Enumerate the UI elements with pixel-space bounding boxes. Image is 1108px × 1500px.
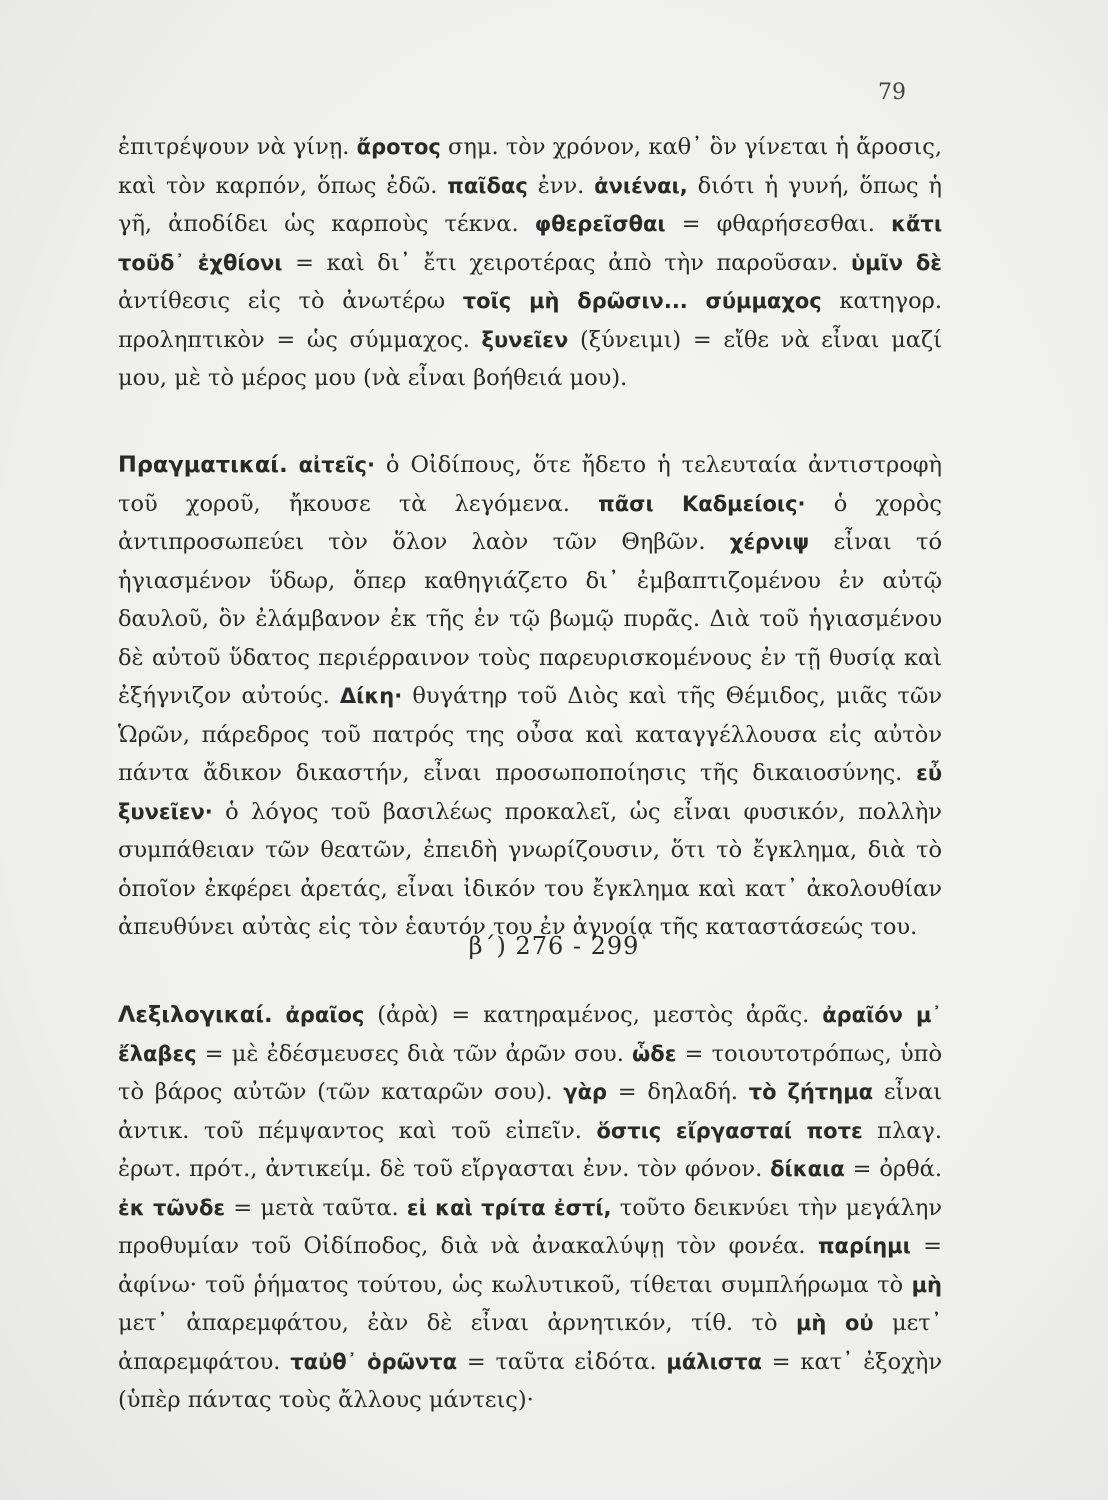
lemma-term: τὸ ζήτημα (748, 1080, 874, 1104)
section-title: Λεξιλογικαί. (118, 1002, 273, 1028)
lemma-term: ὑμῖν δὲ (850, 250, 942, 275)
lemma-term: ξυνεῖεν (481, 327, 569, 352)
lemma-term: ὧδε (632, 1041, 677, 1066)
paragraph-text: ἐπιτρέψουν νὰ γίνῃ. ἄροτος σημ. τὸν χρόνον, καθ᾽ ὃν γίνεται ἡ ἄροσις, καὶ τὸν καρπόν, ὅπως ἐδῶ. παῖδας ἐνν. ἀνιέναι, διότι ἡ γυνή, ὅπως ἡ γῆ, ἀποδίδει ὡς καρποὺς τέκνα. φθερεῖσθαι = φθαρήσεσθαι. κἄτι τοῦδ᾽ ἐχθίονι = καὶ δι᾽ ἔτι χειροτέρας ἀπὸ τὴν παροῦσαν. ὑμῖν δὲ ἀντίθεσις εἰς τὸ ἀνωτέρω τοῖς μὴ δρῶσιν... σύμμαχος κατηγορ. προληπτικὸν = ὡς σύμμαχος. ξυνεῖεν (ξύνειμι) = εἴθε νὰ εἶναι μαζί μου, μὲ τὸ μέρος μου (νὰ εἶναι βοήθειά μου). (118, 134, 943, 391)
lemma-term: πᾶσι Καδμείοις· (598, 491, 806, 516)
lemma-term: ἐκ τῶνδε (118, 1195, 226, 1220)
lemma-term: χέρνιψ (729, 530, 810, 554)
paragraph-pragmatikai (118, 446, 942, 947)
section-title: Πραγματικαί. (118, 452, 288, 478)
section-heading: β΄) 276 - 299 (468, 932, 640, 960)
lemma-term: ἀνιέναι, (594, 173, 688, 198)
lemma-term: ὅστις εἴργασταί ποτε (596, 1118, 863, 1143)
lemma-term: μάλιστα (666, 1349, 762, 1374)
lemma-term: παῖδας (447, 173, 528, 198)
paragraph-text: Λεξιλογικαί. ἀραῖος (ἀρὰ) = κατηραμένος, μεστὸς ἀρᾶς. ἀραῖόν μ᾽ ἔλαβες = μὲ ἐδέσμευσες διὰ τῶν ἀρῶν σου. ὧδε = τοιουτοτρόπως, ὑπὸ τὸ βάρος αὐτῶν (τῶν καταρῶν σου). γὰρ = δηλαδή. τὸ ζήτημα εἶναι ἀντικ. τοῦ πέμψαντος καὶ τοῦ εἰπεῖν. ὅστις εἴργασταί ποτε πλαγ. ἐρωτ. πρότ., ἀντικείμ. δὲ τοῦ εἴργασται ἐνν. τὸν φόνον. δίκαια = ὀρθά. ἐκ τῶνδε = μετὰ ταῦτα. εἰ καὶ τρίτα ἐστί, τοῦτο δεικνύει τὴν μεγάλην προθυμίαν τοῦ Οἰδίποδος, διὰ νὰ ἀνακαλύψῃ τὸν φονέα. παρίημι = ἀφίνω· τοῦ ῥήματος τούτου, ὡς κωλυτικοῦ, τίθεται συμπλήρωμα τὸ μὴ μετ᾽ ἀπαρεμφάτου, ἐὰν δὲ εἶναι ἀρνητικόν, τίθ. τὸ μὴ οὐ μετ᾽ ἀπαρεμφάτου. ταὐθ᾽ ὁρῶντα = ταῦτα εἰδότα. μάλιστα = κατ᾽ ἐξοχὴν (ὑπὲρ πάντας τοὺς ἄλλους μάντεις)· (118, 1002, 943, 1413)
lemma-term: γὰρ (563, 1080, 608, 1104)
lemma-term: κἄτι τοῦδ᾽ ἐχθίονι (118, 212, 943, 275)
page-number: 79 (878, 80, 906, 105)
lemma-term: σύμμαχος (705, 289, 822, 313)
lemma-term: ἀραῖόν μ᾽ ἔλαβες (118, 1003, 942, 1066)
lemma-term: παρίημι (817, 1234, 911, 1258)
lemma-term: εἰ καὶ τρίτα ἐστί, (406, 1195, 612, 1220)
lemma-term: δίκαια (770, 1157, 845, 1181)
paragraph-lexilogikai (118, 996, 942, 1420)
lemma-term: ἄροτος (356, 135, 441, 159)
lemma-term: φθερεῖσθαι (534, 212, 666, 236)
lemma-term: μὴ (911, 1272, 942, 1297)
lemma-term: ἀραῖος (285, 1003, 365, 1027)
lemma-term: ταὐθ᾽ ὁρῶντα (290, 1349, 458, 1374)
lemma-term: Δίκη· (339, 684, 403, 708)
lemma-term: εὖ ξυνεῖεν· (118, 761, 942, 824)
lemma-term: αἰτεῖς· (298, 453, 375, 477)
lemma-term: τοῖς μὴ δρῶσιν... (462, 289, 688, 313)
lemma-term: μὴ οὐ (795, 1311, 874, 1335)
paragraph-commentary-1 (118, 128, 942, 398)
paragraph-text: Πραγματικαί. αἰτεῖς· ὁ Οἰδίπους, ὅτε ἤδετο ἡ τελευταία ἀντιστροφὴ τοῦ χοροῦ, ἤκουσε τὰ λεγόμενα. πᾶσι Καδμείοις· ὁ χορὸς ἀντιπροσωπεύει τὸν ὅλον λαὸν τῶν Θηβῶν. χέρνιψ εἶναι τό ἡγιασμένον ὕδωρ, ὅπερ καθηγιάζετο δι᾽ ἐμβαπτιζομένου ἐν αὐτῷ δαυλοῦ, ὃν ἐλάμβανον ἐκ τῆς ἐν τῷ βωμῷ πυρᾶς. Διὰ τοῦ ἡγιασμένου δὲ αὐτοῦ ὕδατος περιέρραινον τοὺς παρευρισκομένους ἐν τῇ θυσίᾳ καὶ ἐξήγνιζον αὐτούς. Δίκη· θυγάτηρ τοῦ Διὸς καὶ τῆς Θέμιδος, μιᾶς τῶν Ὡρῶν, πάρεδρος τοῦ πατρός της οὖσα καὶ καταγγέλλουσα εἰς αὐτὸν πάντα ἄδικον δικαστήν, εἶναι προσωποποίησις τῆς δικαιοσύνης. εὖ ξυνεῖεν· ὁ λόγος τοῦ βασιλέως προκαλεῖ, ὡς εἶναι φυσικόν, πολλὴν συμπάθειαν τῶν θεατῶν, ἐπειδὴ γνωρίζουσιν, ὅτι τὸ ἔγκλημα, διὰ τὸ ὁποῖον ἐκφέρει ἀρετάς, εἶναι ἰδικόν του ἔγκλημα καὶ κατ᾽ ἀκολουθίαν ἀπευθύνει αὐτὰς εἰς τὸν ἑαυτόν του ἐν ἀγνοίᾳ τῆς καταστάσεώς του. (118, 452, 942, 940)
